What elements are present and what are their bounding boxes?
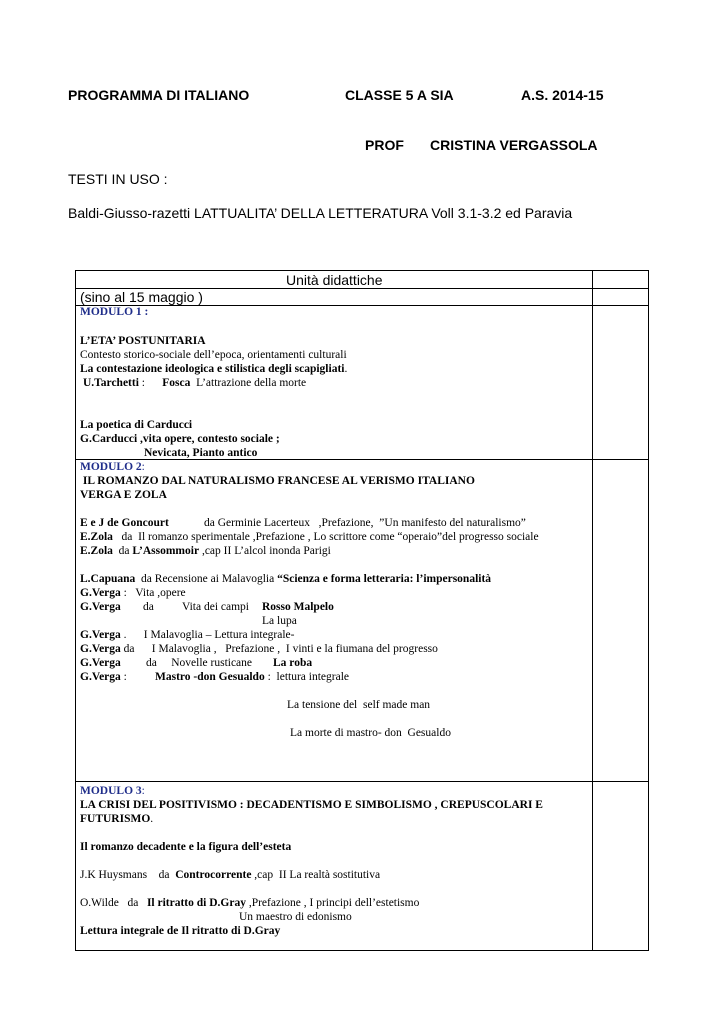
text: : [141,785,145,797]
module-2-title: IL ROMANZO DAL NATURALISMO FRANCESE AL VERISMO ITALIANO [80,475,475,487]
module-2-line: La morte di mastro- don Gesualdo [290,727,451,739]
text: : [138,377,163,389]
text-bold: U.Tarchetti [83,377,139,389]
module-3-line: Il romanzo decadente e la figura dell’esteta [80,841,292,853]
module-2-line: da [143,601,154,613]
text-bold: G.Verga [80,587,121,599]
text: O.Wilde da [80,897,147,909]
text-blue: MODULO 3 [80,785,142,797]
text: : lettura integrale [264,671,349,683]
module-2-line: La tensione del self made man [287,699,431,711]
table-heading: Unità didattiche [286,272,383,288]
table-row-divider [76,305,648,306]
module-3-line: Un maestro di edonismo [239,911,352,923]
text-bold: Mastro -don Gesualdo [155,671,265,683]
module-2-line: da Germinie Lacerteux ,Prefazione, ”Un manifesto del naturalismo” [204,517,526,529]
table-column-divider [592,271,593,950]
module-2-work: La roba [273,657,313,669]
prof-name: CRISTINA VERGASSOLA [430,137,598,153]
text-bold: L.Capuana [80,573,136,585]
module-3-label [80,784,145,798]
text-blue: MODULO 2 [80,461,142,473]
module-2-line: Vita dei campi [182,601,250,613]
module-1-line [83,376,306,390]
module-2-line [80,670,127,684]
class-label: CLASSE 5 A SIA [345,87,454,103]
text: da [112,545,133,557]
module-2-line [80,642,438,656]
text-bold: Controcorrente [175,869,252,881]
text-bold: Fosca [162,377,191,389]
text-bold: G.Verga [80,643,121,655]
text: da I Malavoglia , Prefazione , I vinti e la fiumana del progresso [120,643,438,655]
module-2-line [80,572,491,586]
prof-label: PROF [365,137,404,153]
module-1-line [80,362,347,376]
text: da Il romanzo sperimentale ,Prefazione , Lo scrittore come “operaio”del progresso sociale [112,531,539,543]
school-year: A.S. 2014-15 [521,87,604,103]
module-2-author: G.Verga [80,657,121,669]
text: : [141,461,145,473]
module-2-label [80,460,145,474]
text: . [150,813,154,825]
module-3-title [80,812,153,826]
module-2-line [80,586,186,600]
module-2-work: Rosso Malpelo [262,601,334,613]
module-2-line [80,628,295,642]
text: J.K Huysmans da [80,869,176,881]
text-bold: L’Assommoir [132,545,200,557]
module-1-title: L’ETA’ POSTUNITARIA [80,335,206,347]
text-bold: E.Zola [80,531,113,543]
module-2-author: E e J de Goncourt [80,517,169,529]
text-bold: G.Verga [80,671,121,683]
text-bold: Il ritratto di D.Gray [146,897,246,909]
text: ,cap II La realtà sostitutiva [251,869,381,881]
text-bold: FUTURISMO [80,813,151,825]
module-3-line [80,868,380,882]
text: . I Malavoglia – Lettura integrale- [120,629,295,641]
table-subheading: (sino al 15 maggio ) [80,289,203,305]
module-1-line: Nevicata, Pianto antico [144,447,258,459]
module-2-line [80,530,539,544]
text: . [344,363,348,375]
module-3-line: Lettura integrale de Il ritratto di D.Gray [80,925,281,937]
text-bold: La contestazione ideologica e stilistica degli scapigliati [80,363,345,375]
program-title: PROGRAMMA DI ITALIANO [68,87,250,103]
module-2-line [80,544,331,558]
module-2-author: G.Verga [80,601,121,613]
module-1-label: MODULO 1 : [80,306,149,318]
module-1-line: G.Carducci ,vita opere, contesto sociale ; [80,433,280,445]
module-2-work: La lupa [262,615,297,627]
table-row-divider [76,781,648,782]
textbook-reference: Baldi-Giusso-razetti LATTUALITA’ DELLA LETTERATURA Voll 3.1-3.2 ed Paravia [68,205,573,221]
text: : [120,671,127,683]
text: ,Prefazione , I principi dell’estetismo [245,897,420,909]
text-bold: E.Zola [80,545,113,557]
text: ,cap II L’alcol inonda Parigi [199,545,331,557]
module-1-line: La poetica di Carducci [80,419,193,431]
text: L’attrazione della morte [190,377,307,389]
module-1-line: Contesto storico-sociale dell’epoca, orientamenti culturali [80,349,347,361]
module-3-title: LA CRISI DEL POSITIVISMO : DECADENTISMO E SIMBOLISMO , CREPUSCOLARI E [80,799,543,811]
text-bold: G.Verga [80,629,121,641]
module-2-title: VERGA E ZOLA [80,489,167,501]
text: : Vita ,opere [120,587,186,599]
module-2-line [155,670,349,684]
text: da Recensione ai Malavoglia [135,573,278,585]
module-2-line: da Novelle rusticane [146,657,253,669]
module-3-line [80,896,419,910]
text-bold: “Scienza e forma letteraria: l’impersonalità [277,573,492,585]
testi-label: TESTI IN USO : [68,171,168,187]
units-table [75,270,649,951]
